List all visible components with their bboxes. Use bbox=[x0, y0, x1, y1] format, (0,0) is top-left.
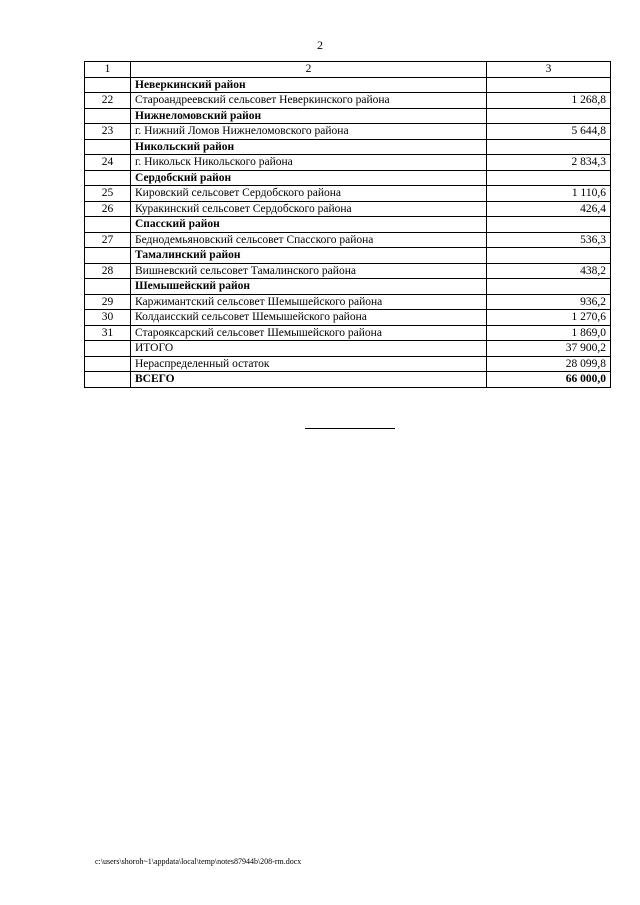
row-number bbox=[85, 341, 131, 357]
amount-value bbox=[487, 217, 611, 233]
table-row bbox=[85, 155, 611, 171]
row-number: 31 bbox=[85, 325, 131, 341]
section-row bbox=[85, 139, 611, 155]
row-number bbox=[85, 356, 131, 372]
amount-value bbox=[487, 77, 611, 93]
amount-value: 1 869,0 bbox=[487, 325, 611, 341]
column-header-1: 1 bbox=[85, 62, 131, 78]
table-row bbox=[85, 124, 611, 140]
amount-value: 66 000,0 bbox=[487, 372, 611, 388]
column-header-2: 2 bbox=[131, 62, 487, 78]
table-row bbox=[85, 341, 611, 357]
amount-value: 1 110,6 bbox=[487, 186, 611, 202]
row-number bbox=[85, 108, 131, 124]
section-row bbox=[85, 77, 611, 93]
table-row bbox=[85, 186, 611, 202]
table-row bbox=[85, 93, 611, 109]
settlement-name: Куракинский сельсовет Сердобского района bbox=[131, 201, 487, 217]
row-number bbox=[85, 139, 131, 155]
allocation-table bbox=[84, 61, 611, 388]
row-number: 24 bbox=[85, 155, 131, 171]
table-row bbox=[85, 294, 611, 310]
settlement-name: ИТОГО bbox=[131, 341, 487, 357]
row-number: 27 bbox=[85, 232, 131, 248]
settlement-name: Вишневский сельсовет Тамалинского района bbox=[131, 263, 487, 279]
settlement-name: г. Никольск Никольского района bbox=[131, 155, 487, 171]
amount-value: 936,2 bbox=[487, 294, 611, 310]
row-number bbox=[85, 170, 131, 186]
section-row bbox=[85, 279, 611, 295]
document-path: c:\users\shoroh~1\appdata\local\temp\notes87944b\208-rm.docx bbox=[95, 857, 302, 866]
row-number bbox=[85, 279, 131, 295]
amount-value: 5 644,8 bbox=[487, 124, 611, 140]
section-row bbox=[85, 217, 611, 233]
district-name: Спасский район bbox=[131, 217, 487, 233]
amount-value: 1 268,8 bbox=[487, 93, 611, 109]
district-name: Неверкинский район bbox=[131, 77, 487, 93]
district-name: Нижнеломовский район bbox=[131, 108, 487, 124]
settlement-name: Каржимантский сельсовет Шемышейского района bbox=[131, 294, 487, 310]
row-number: 26 bbox=[85, 201, 131, 217]
amount-value: 438,2 bbox=[487, 263, 611, 279]
signature-divider bbox=[305, 428, 395, 429]
amount-value bbox=[487, 108, 611, 124]
amount-value: 37 900,2 bbox=[487, 341, 611, 357]
district-name: Шемышейский район bbox=[131, 279, 487, 295]
section-row bbox=[85, 170, 611, 186]
table-body bbox=[85, 77, 611, 387]
table-header-row bbox=[85, 62, 611, 78]
settlement-name: ВСЕГО bbox=[131, 372, 487, 388]
column-header-3: 3 bbox=[487, 62, 611, 78]
settlement-name: Беднодемьяновский сельсовет Спасского района bbox=[131, 232, 487, 248]
table-row bbox=[85, 232, 611, 248]
row-number: 30 bbox=[85, 310, 131, 326]
row-number bbox=[85, 77, 131, 93]
row-number bbox=[85, 217, 131, 233]
amount-value bbox=[487, 139, 611, 155]
table-row bbox=[85, 310, 611, 326]
table-row bbox=[85, 325, 611, 341]
row-number: 25 bbox=[85, 186, 131, 202]
table-row bbox=[85, 356, 611, 372]
settlement-name: Старояксарский сельсовет Шемышейского района bbox=[131, 325, 487, 341]
amount-value: 2 834,3 bbox=[487, 155, 611, 171]
amount-value: 536,3 bbox=[487, 232, 611, 248]
district-name: Тамалинский район bbox=[131, 248, 487, 264]
row-number: 28 bbox=[85, 263, 131, 279]
table-row bbox=[85, 372, 611, 388]
amount-value: 1 270,6 bbox=[487, 310, 611, 326]
settlement-name: Староандреевский сельсовет Неверкинского района bbox=[131, 93, 487, 109]
section-row bbox=[85, 248, 611, 264]
amount-value: 426,4 bbox=[487, 201, 611, 217]
page-number: 2 bbox=[317, 38, 323, 52]
amount-value bbox=[487, 248, 611, 264]
settlement-name: Кировский сельсовет Сердобского района bbox=[131, 186, 487, 202]
table-row bbox=[85, 263, 611, 279]
row-number: 29 bbox=[85, 294, 131, 310]
settlement-name: Колдаисский сельсовет Шемышейского района bbox=[131, 310, 487, 326]
row-number: 22 bbox=[85, 93, 131, 109]
amount-value: 28 099,8 bbox=[487, 356, 611, 372]
row-number bbox=[85, 372, 131, 388]
row-number bbox=[85, 248, 131, 264]
settlement-name: г. Нижний Ломов Нижнеломовского района bbox=[131, 124, 487, 140]
amount-value bbox=[487, 170, 611, 186]
district-name: Сердобский район bbox=[131, 170, 487, 186]
table-row bbox=[85, 201, 611, 217]
row-number: 23 bbox=[85, 124, 131, 140]
settlement-name: Нераспределенный остаток bbox=[131, 356, 487, 372]
amount-value bbox=[487, 279, 611, 295]
section-row bbox=[85, 108, 611, 124]
district-name: Никольский район bbox=[131, 139, 487, 155]
